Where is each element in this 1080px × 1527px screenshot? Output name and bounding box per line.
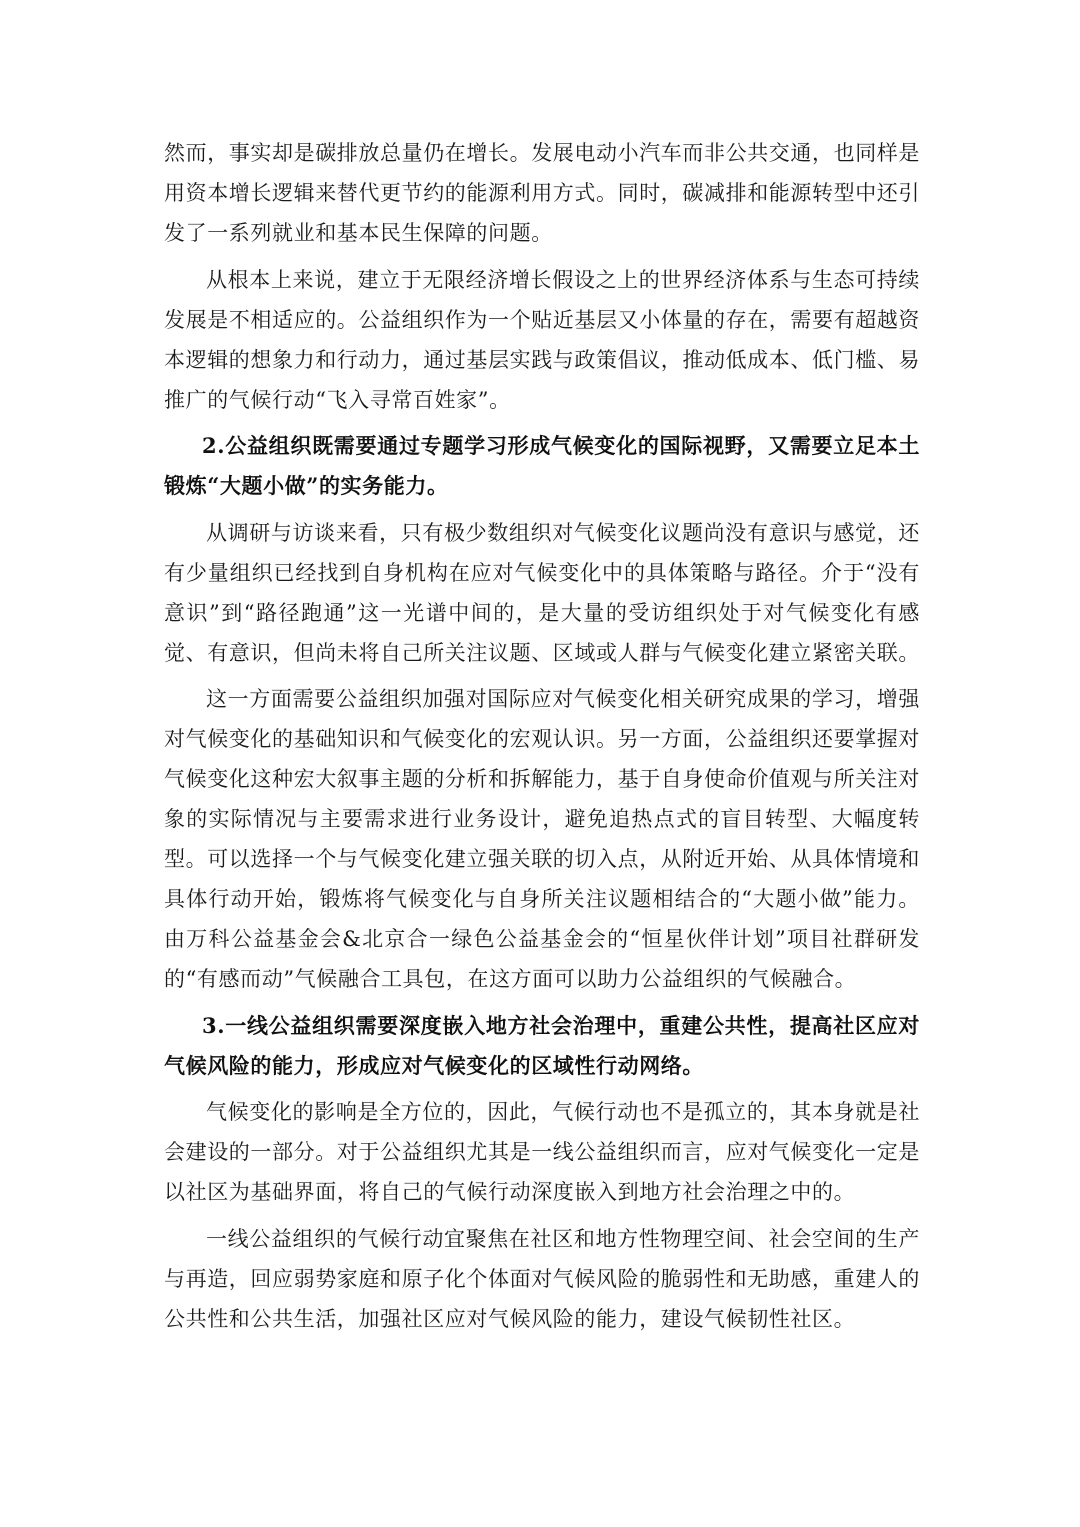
- paragraph: 一线公益组织的气候行动宜聚焦在社区和地方性物理空间、社会空间的生产与再造，回应弱势家庭和原子化个体面对气候风险的脆弱性和无助感，重建人的公共性和公共生活，加强社区应对气候风险的能力，建设气候韧性社区。: [164, 1226, 920, 1331]
- paragraph: 这一方面需要公益组织加强对国际应对气候变化相关研究成果的学习，增强对气候变化的基础知识和气候变化的宏观认识。另一方面，公益组织还要掌握对气候变化这种宏大叙事主题的分析和拆解能力，基于自身使命价值观与所关注对象的实际情况与主要需求进行业务设计，避免追热点式的盲目转型、大幅度转型。可以选择一个与气候变化建立强关联的切入点，从附近开始、从具体情境和具体行动开始，锻炼将气候变化与自身所关注议题相结合的“大题小做”能力。由万科公益基金会&北京合一绿色公益基金会的“恒星伙伴计划”项目社群研发的“有感而动”气候融合工具包，在这方面可以助力公益组织的气候融合。: [164, 687, 920, 991]
- paragraph: 从调研与访谈来看，只有极少数组织对气候变化议题尚没有意识与感觉，还有少量组织已经找到自身机构在应对气候变化中的具体策略与路径。介于“没有意识”到“路径跑通”这一光谱中间的，是大量的受访组织处于对气候变化有感觉、有意识，但尚未将自己所关注议题、区域或人群与气候变化建立紧密关联。: [164, 520, 920, 665]
- paragraph: 从根本上来说，建立于无限经济增长假设之上的世界经济体系与生态可持续发展是不相适应的。公益组织作为一个贴近基层又小体量的存在，需要有超越资本逻辑的想象力和行动力，通过基层实践与政策倡议，推动低成本、低门槛、易推广的气候行动“飞入寻常百姓家”。: [164, 267, 920, 412]
- section-heading-2: 2.公益组织既需要通过专题学习形成气候变化的国际视野，又需要立足本土锻炼“大题小做”的实务能力。: [164, 433, 920, 498]
- document-body: [164, 133, 920, 1345]
- section-heading-3: 3.一线公益组织需要深度嵌入地方社会治理中，重建公共性，提高社区应对气候风险的能力，形成应对气候变化的区域性行动网络。: [164, 1012, 920, 1078]
- paragraph-continued: 然而，事实却是碳排放总量仍在增长。发展电动小汽车而非公共交通，也同样是用资本增长逻辑来替代更节约的能源利用方式。同时，碳减排和能源转型中还引发了一系列就业和基本民生保障的问题。: [164, 141, 920, 245]
- paragraph: 气候变化的影响是全方位的，因此，气候行动也不是孤立的，其本身就是社会建设的一部分。对于公益组织尤其是一线公益组织而言，应对气候变化一定是以社区为基础界面，将自己的气候行动深度嵌入到地方社会治理之中的。: [164, 1100, 920, 1204]
